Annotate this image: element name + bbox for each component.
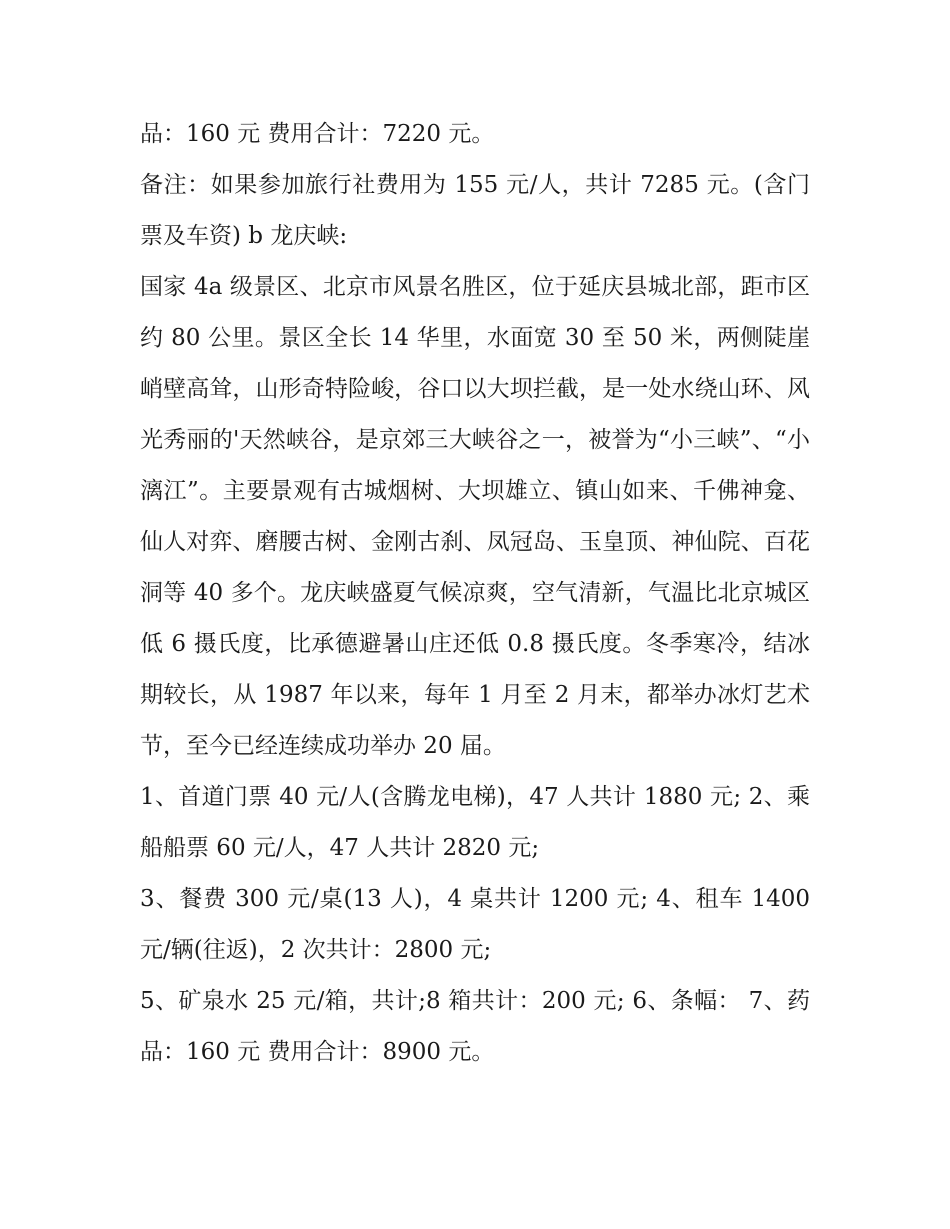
paragraph-cost-items-3-4: 3、餐费 300 元/桌(13 人)，4 桌共计 1200 元; 4、租车 1400 元/辆(往返)，2 次共计：2800 元; (140, 886, 810, 963)
document-body (140, 109, 810, 1078)
paragraph-longqing-gorge-intro: 国家 4a 级景区、北京市风景名胜区，位于延庆县城北部，距市区约 80 公里。景区全长 14 华里，水面宽 30 至 50 米，两侧陡崖峭壁高耸，山形奇特险峻，谷口以大坝拦截，是一处水绕山环、风光秀丽的'天然峡谷，是京郊三大峡谷之一，被誉为“小三峡”、“小漓江”。主要景观有古城烟树、大坝雄立、镇山如来、千佛神龛、仙人对弈、磨腰古树、金刚古刹、凤冠岛、玉皇顶、神仙院、百花洞等 40 多个。龙庆峡盛夏气候凉爽，空气清新，气温比北京城区低 6 摄氏度，比承德避暑山庄还低 0.8 摄氏度。冬季寒冷，结冰期较长，从 1987 年以来，每年 1 月至 2 月末，都举办冰灯艺术节，至今已经连续成功举办 20 届。 (140, 274, 810, 759)
paragraph-note: 备注：如果参加旅行社费用为 155 元/人，共计 7285 元。(含门票及车资) b 龙庆峡: (140, 172, 810, 249)
paragraph-cost-total-1: 品：160 元 费用合计：7220 元。 (140, 121, 495, 147)
paragraph-cost-items-1-2: 1、首道门票 40 元/人(含腾龙电梯)，47 人共计 1880 元; 2、乘船船票 60 元/人，47 人共计 2820 元; (140, 784, 810, 861)
paragraph-cost-items-5-7: 5、矿泉水 25 元/箱，共计;8 箱共计：200 元; 6、条幅： 7、药品：160 元 费用合计：8900 元。 (140, 988, 810, 1065)
